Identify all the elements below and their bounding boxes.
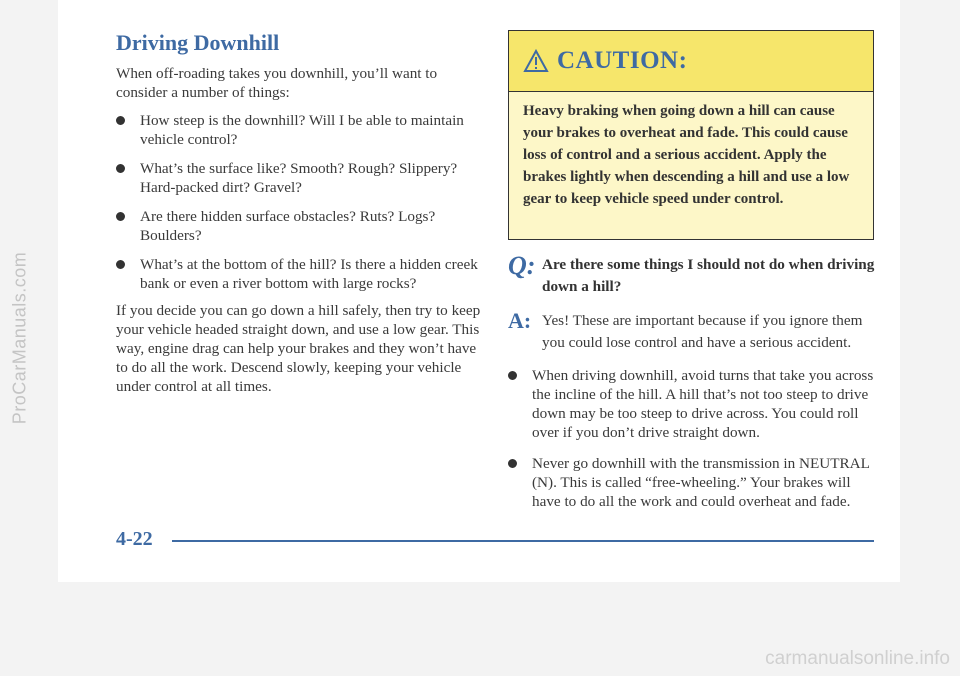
- downhill-tips-list: [508, 366, 878, 511]
- bottom-watermark: carmanualsonline.info: [765, 648, 950, 669]
- question-row: [508, 251, 878, 298]
- bullet-icon: [508, 459, 517, 468]
- caution-text: Heavy braking when going down a hill can cause your brakes to overheat and fade. This could cause loss of control and a serious accident. Apply the brakes lightly when descending a hill and use a low gear to keep vehicle speed under control.: [523, 103, 850, 207]
- bullet-icon: [116, 260, 125, 269]
- list-item: What’s at the bottom of the hill? Is there a hidden creek bank or even a river bottom with large rocks?: [116, 255, 482, 293]
- right-column: [508, 30, 878, 523]
- answer-row: [508, 310, 878, 354]
- list-item: What’s the surface like? Smooth? Rough? Slippery? Hard-packed dirt? Gravel?: [116, 159, 482, 197]
- bullet-icon: [116, 116, 125, 125]
- body-paragraph: If you decide you can go down a hill safely, then try to keep your vehicle headed straight down, and use a low gear. This way, engine drag can help your brakes and they won’t have to do all the work. Descend slowly, keeping your vehicle under control at all times.: [116, 302, 481, 395]
- question-answer: [508, 251, 878, 354]
- caution-box: [508, 30, 874, 240]
- side-watermark-text: ProCarManuals.com: [9, 251, 30, 425]
- warning-triangle-icon: [523, 49, 549, 73]
- bullet-icon: [116, 164, 125, 173]
- answer-mark: A:: [508, 308, 532, 333]
- question-text: Are there some things I should not do when driving down a hill?: [542, 256, 875, 295]
- footer-rule: [172, 540, 874, 542]
- page-footer: [116, 528, 874, 554]
- intro-paragraph: When off-roading takes you downhill, you’ll want to consider a number of things:: [116, 65, 438, 101]
- caution-title: CAUTION:: [557, 47, 688, 74]
- answer-text: Yes! These are important because if you ignore them you could lose control and have a serious accident.: [542, 312, 863, 351]
- question-mark: Q:: [508, 251, 536, 280]
- side-watermark: [0, 0, 40, 676]
- page-number: 4-22: [116, 528, 153, 550]
- considerations-list: [116, 111, 482, 293]
- list-item: Are there hidden surface obstacles? Ruts? Logs? Boulders?: [116, 207, 482, 245]
- list-item: How steep is the downhill? Will I be able to maintain vehicle control?: [116, 111, 482, 149]
- section-heading: Driving Downhill: [116, 30, 280, 55]
- list-item: When driving downhill, avoid turns that take you across the incline of the hill. A hill that’s not too steep to drive down may be too steep to drive across. You could roll over if you don’t drive straight down.: [508, 366, 878, 442]
- list-item: Never go downhill with the transmission in NEUTRAL (N). This is called “free-wheeling.” Your brakes will have to do all the work and could overheat and fade.: [508, 454, 878, 511]
- bullet-icon: [508, 371, 517, 380]
- left-column: [116, 30, 482, 396]
- bullet-icon: [116, 212, 125, 221]
- caution-header: [509, 31, 873, 92]
